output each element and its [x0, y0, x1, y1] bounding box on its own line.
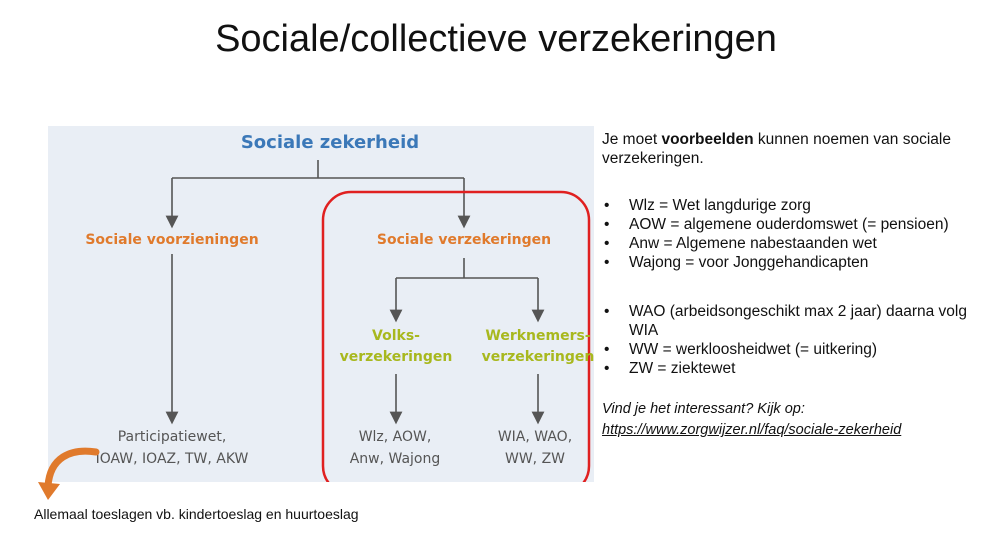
list-item: • WW = werkloosheidwet (= uitkering) — [602, 340, 982, 359]
node-sociale-zekerheid: Sociale zekerheid — [240, 132, 420, 153]
volks-list — [602, 196, 982, 272]
list-item: • ZW = ziektewet — [602, 359, 982, 378]
node-werknemers-laws: WIA, WAO, WW, ZW — [497, 429, 573, 467]
node-sociale-verzekeringen: Sociale verzekeringen — [376, 232, 552, 248]
list-item: • Wlz = Wet langdurige zorg — [602, 196, 982, 215]
werknemers-list — [602, 302, 982, 378]
list-item: • Wajong = voor Jonggehandicapten — [602, 253, 982, 272]
more-info-text: Vind je het interessant? Kijk op: — [602, 401, 805, 417]
bottom-note: Allemaal toeslagen vb. kindertoeslag en huurtoeslag — [34, 506, 359, 522]
list-item: • AOW = algemene ouderdomswet (= pensioen) — [602, 215, 982, 234]
node-volksverzekeringen: Volks- verzekeringen — [339, 328, 453, 365]
node-werknemersverzekeringen: Werknemers- verzekeringen — [481, 328, 595, 365]
list-item: • WAO (arbeidsongeschikt max 2 jaar) daarna volg WIA — [602, 302, 982, 340]
node-sociale-voorzieningen: Sociale voorzieningen — [85, 232, 259, 248]
more-info-link[interactable]: https://www.zorgwijzer.nl/faq/sociale-zekerheid — [602, 422, 902, 438]
info-panel — [602, 130, 982, 440]
list-item: • Anw = Algemene nabestaanden wet — [602, 234, 982, 253]
intro-text: Je moet voorbeelden kunnen noemen van sociale verzekeringen. — [602, 131, 951, 167]
node-volks-laws: Wlz, AOW, Anw, Wajong — [349, 429, 441, 467]
page-title: Sociale/collectieve verzekeringen — [215, 18, 777, 60]
node-participatiewet: Participatiewet, IOAW, IOAZ, TW, AKW — [95, 429, 249, 467]
